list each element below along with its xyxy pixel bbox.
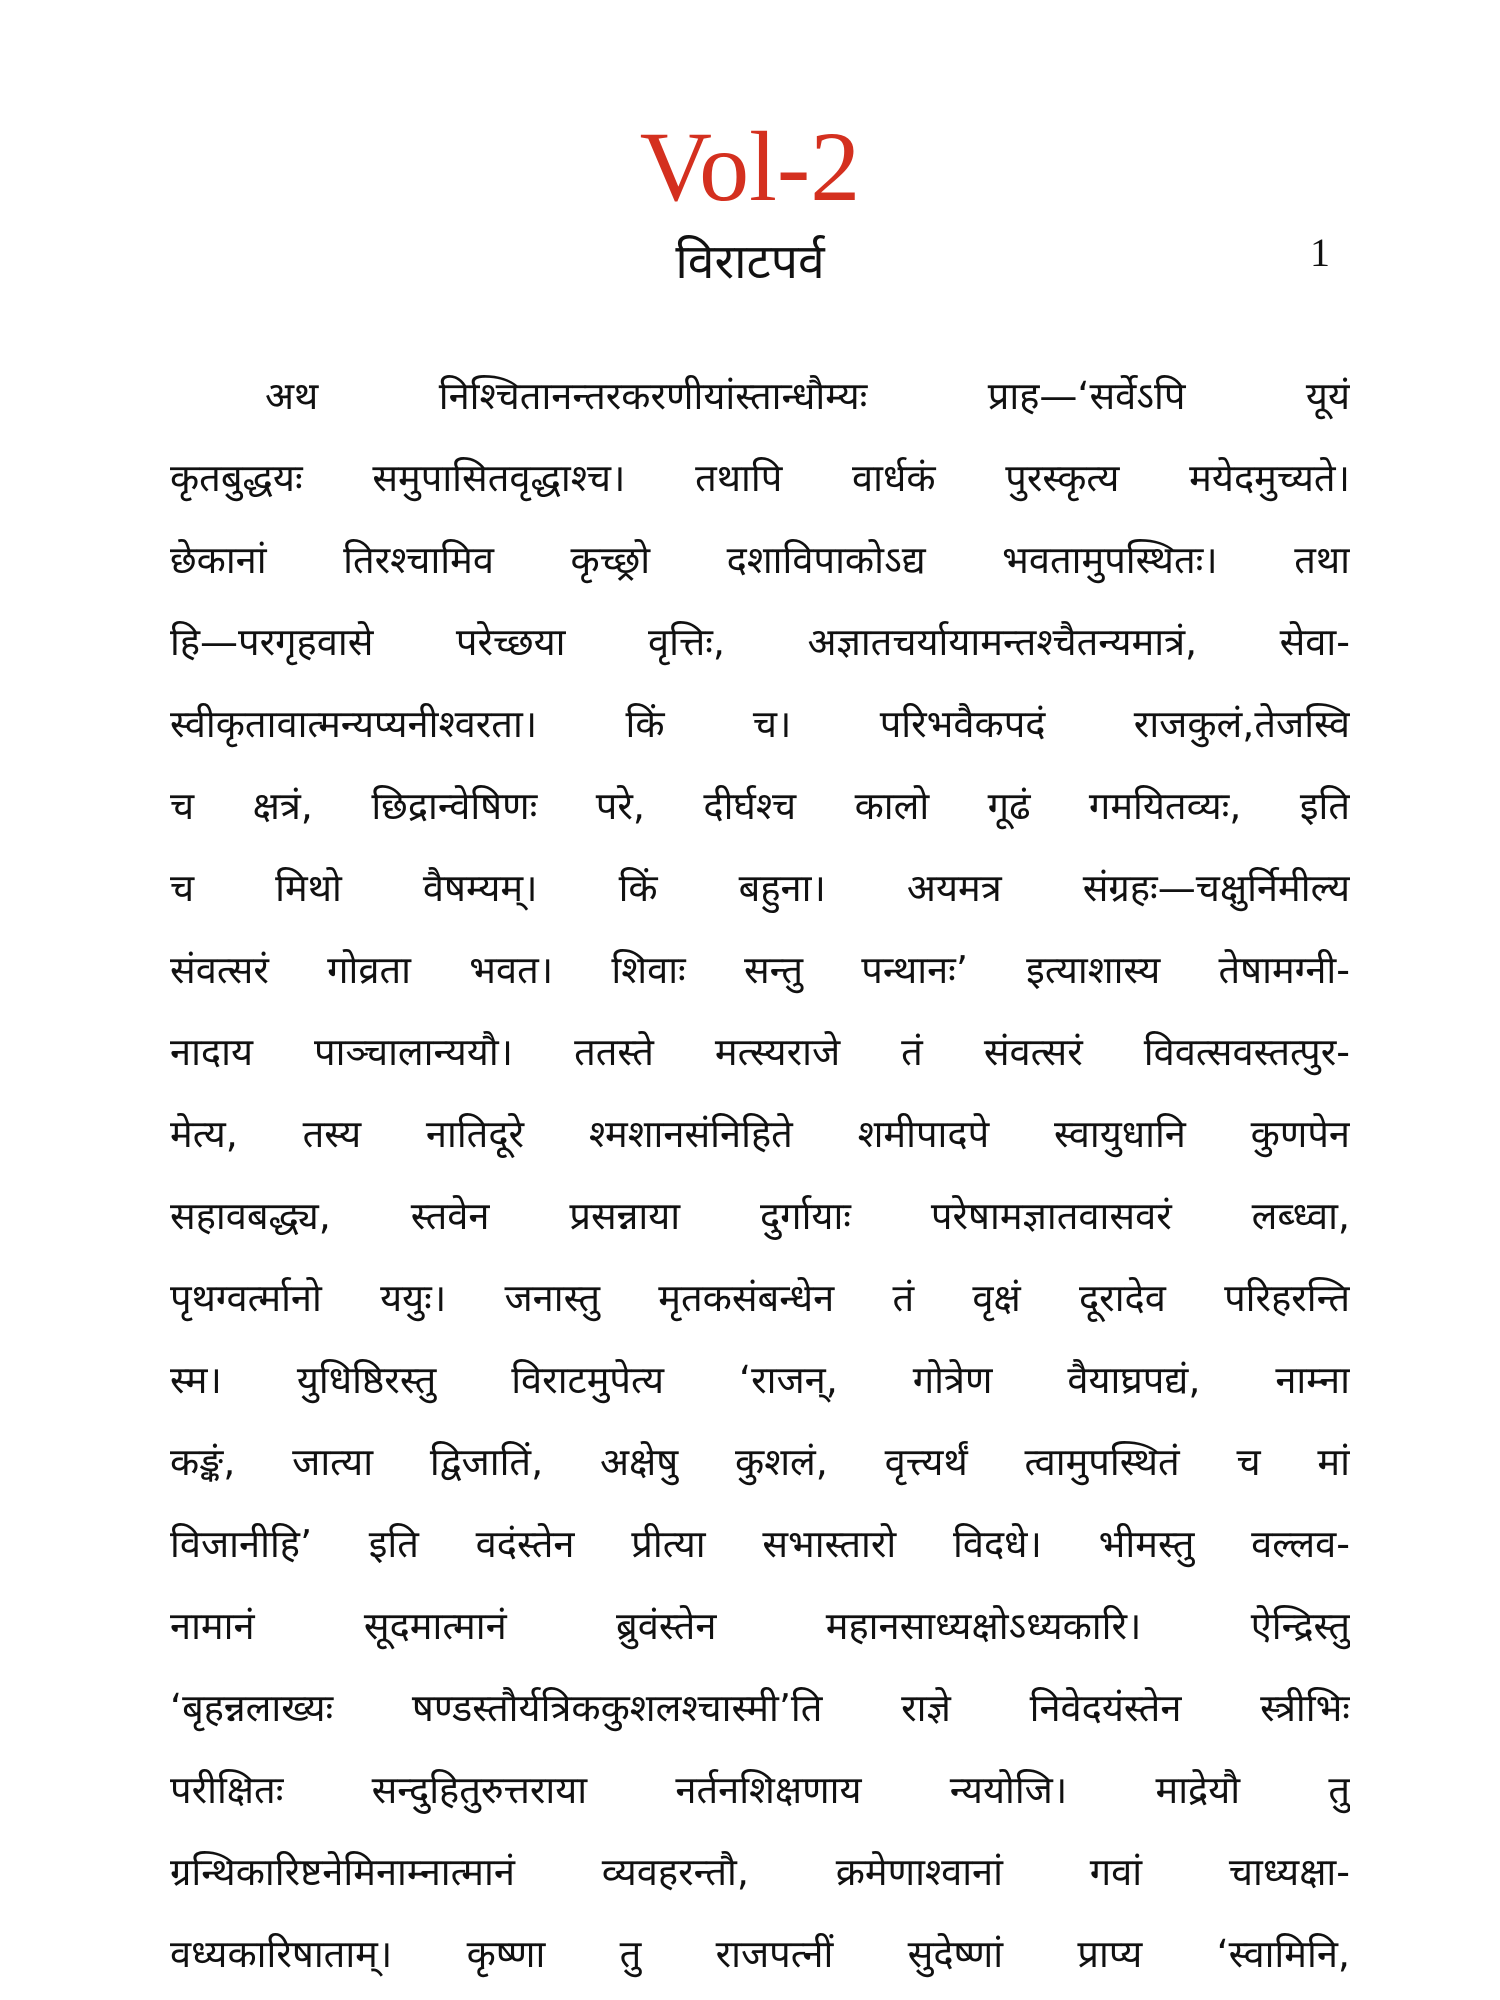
- text-line: नामानं सूदमात्मानं ब्रुवंस्तेन महानसाध्यक्षोऽध्यकारि। ऐन्द्रिस्तु: [170, 1604, 1350, 1648]
- text-line: च क्षत्रं, छिद्रान्वेषिणः परे, दीर्घश्च कालो गूढं गमयितव्यः, इति: [170, 784, 1350, 828]
- body-text: [170, 355, 1350, 1995]
- text-line: सहावबद्ध्य, स्तवेन प्रसन्नाया दुर्गायाः परेषामज्ञातवासवरं लब्ध्वा,: [170, 1194, 1350, 1238]
- text-line: नादाय पाञ्चालान्ययौ। ततस्ते मत्स्यराजे तं संवत्सरं विवत्सवस्तत्पुर-: [170, 1030, 1350, 1074]
- text-line: विजानीहि’ इति वदंस्तेन प्रीत्या सभास्तारो विदधे। भीमस्तु वल्लव-: [170, 1522, 1350, 1566]
- text-line: पृथग्वर्त्मानो ययुः। जनास्तु मृतकसंबन्धेन तं वृक्षं दूरादेव परिहरन्ति: [170, 1276, 1350, 1320]
- volume-label: Vol-2: [639, 111, 861, 222]
- text-line: अथ निश्चितानन्तरकरणीयांस्तान्धौम्यः प्राह—‘सर्वेऽपि यूयं: [265, 374, 1350, 418]
- page-number: 1: [1310, 230, 1330, 275]
- text-line: कङ्कं, जात्या द्विजातिं, अक्षेषु कुशलं, वृत्त्यर्थं त्वामुपस्थितं च मां: [170, 1440, 1350, 1484]
- text-line: स्वीकृतावात्मन्यप्यनीश्वरता। किं च। परिभवैकपदं राजकुलं,तेजस्वि: [170, 702, 1350, 746]
- text-line: वध्यकारिषाताम्। कृष्णा तु राजपत्नीं सुदेष्णां प्राप्य ‘स्वामिनि,: [170, 1932, 1350, 1976]
- text-line: छेकानां तिरश्चामिव कृच्छ्रो दशाविपाकोऽद्य भवतामुपस्थितः। तथा: [170, 538, 1350, 582]
- text-line: स्म। युधिष्ठिरस्तु विराटमुपेत्य ‘राजन्, गोत्रेण वैयाघ्रपद्यं, नाम्ना: [170, 1358, 1350, 1402]
- section-title: विराटपर्व: [675, 234, 825, 290]
- text-line: संवत्सरं गोव्रता भवत। शिवाः सन्तु पन्थानः’ इत्याशास्य तेषामग्नी-: [170, 948, 1350, 992]
- text-line: हि—परगृहवासे परेच्छया वृत्तिः, अज्ञातचर्यायामन्तश्चैतन्यमात्रं, सेवा-: [170, 620, 1350, 664]
- text-line: कृतबुद्धयः समुपासितवृद्धाश्च। तथापि वार्धकं पुरस्कृत्य मयेदमुच्यते।: [170, 456, 1350, 500]
- text-line: ‘बृहन्नलाख्यः षण्डस्तौर्यत्रिककुशलश्चास्मी’ति राज्ञे निवेदयंस्तेन स्त्रीभिः: [170, 1686, 1350, 1730]
- text-line: मेत्य, तस्य नातिदूरे श्मशानसंनिहिते शमीपादपे स्वायुधानि कुणपेन: [170, 1112, 1350, 1156]
- text-line: च मिथो वैषम्यम्। किं बहुना। अयमत्र संग्रहः—चक्षुर्निमील्य: [170, 866, 1350, 910]
- text-line: परीक्षितः सन्दुहितुरुत्तराया नर्तनशिक्षणाय न्ययोजि। माद्रेयौ तु: [170, 1768, 1350, 1812]
- text-line: ग्रन्थिकारिष्टनेमिनाम्नात्मानं व्यवहरन्तौ, क्रमेणाश्वानां गवां चाध्यक्षा-: [170, 1850, 1350, 1894]
